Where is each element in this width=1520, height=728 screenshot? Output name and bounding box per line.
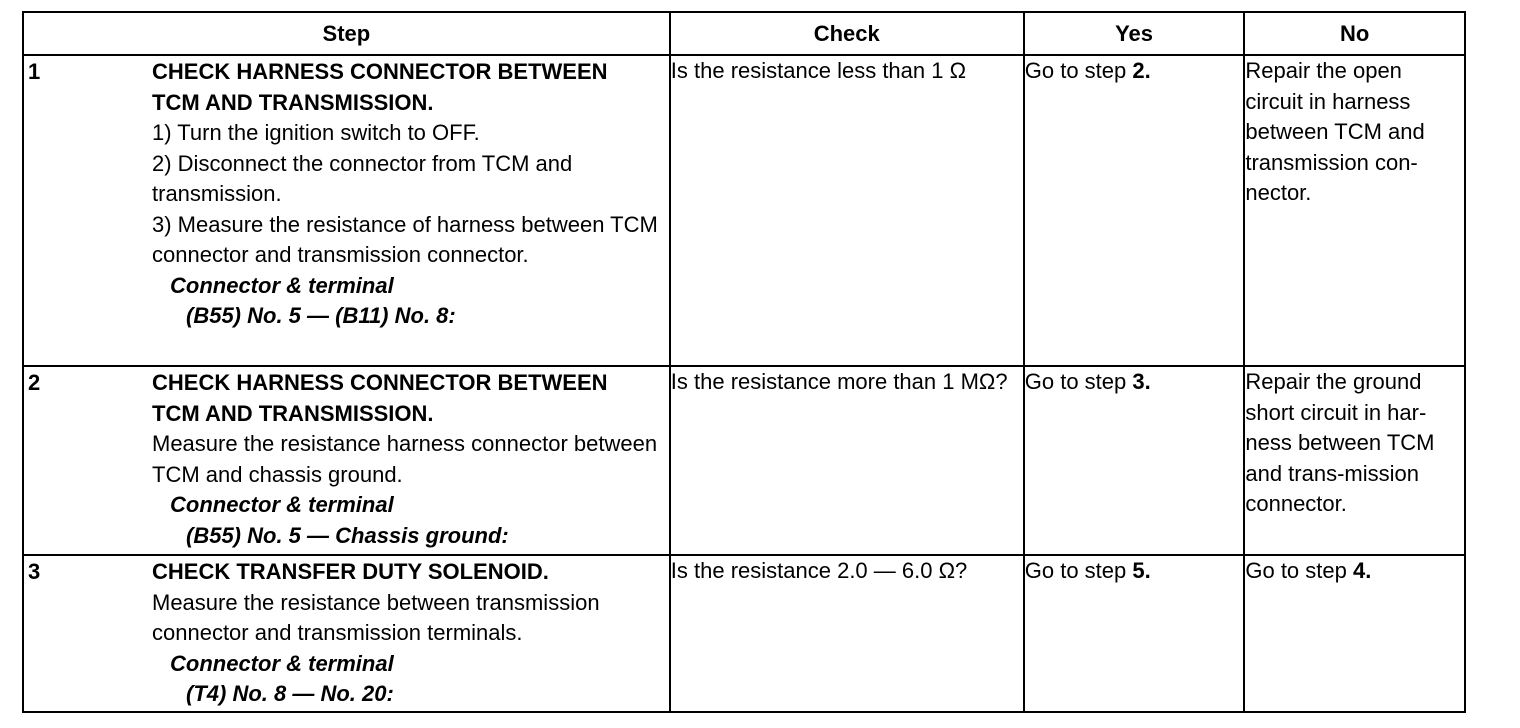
step-number: 2 (28, 370, 41, 395)
table-row (23, 55, 1465, 366)
connector-terminal-value: (T4) No. 8 — No. 20: (186, 681, 394, 706)
yes-cell: Go to step 2. (1024, 55, 1245, 366)
step-number: 1 (28, 59, 41, 84)
step-instruction: 1) Turn the ignition switch to OFF. (152, 120, 480, 145)
header-no: No (1244, 12, 1465, 55)
table-row (23, 366, 1465, 555)
step-title: CHECK HARNESS CONNECTOR BETWEEN TCM AND TRANSMISSION. (152, 370, 608, 426)
connector-terminal-label: Connector & terminal (170, 272, 394, 298)
header-step: Step (23, 12, 670, 55)
step-cell (23, 55, 670, 366)
header-yes: Yes (1024, 12, 1245, 55)
step-instruction: Measure the resistance between transmission connector and transmission terminals. (152, 589, 600, 645)
step-title: CHECK HARNESS CONNECTOR BETWEEN TCM AND TRANSMISSION. (152, 59, 608, 115)
step-cell (23, 555, 670, 712)
yes-cell: Go to step 5. (1024, 555, 1245, 712)
table-row (23, 555, 1465, 712)
no-cell: Go to step 4. (1244, 555, 1465, 712)
connector-terminal-value: (B55) No. 5 — (B11) No. 8: (186, 303, 456, 328)
connector-terminal-label: Connector & terminal (170, 650, 394, 676)
step-instruction: Measure the resistance harness connector between TCM and chassis ground. (152, 431, 658, 487)
step-instruction: 2) Disconnect the connector from TCM and transmission. (152, 150, 573, 206)
check-cell: Is the resistance more than 1 MΩ? (670, 366, 1024, 555)
connector-terminal-value: (B55) No. 5 — Chassis ground: (186, 522, 509, 548)
step-cell (23, 366, 670, 555)
step-title: CHECK TRANSFER DUTY SOLENOID. (152, 559, 549, 584)
header-row (23, 12, 1465, 55)
yes-cell: Go to step 3. (1024, 366, 1245, 555)
check-cell: Is the resistance less than 1 Ω (670, 55, 1024, 366)
step-instruction: 3) Measure the resistance of harness between TCM connector and transmission connector. (152, 211, 658, 267)
no-cell: Repair the open circuit in harness between TCM and transmission con-nector. (1244, 55, 1465, 366)
no-cell: Repair the ground short circuit in har-ness between TCM and trans-mission connector. (1244, 366, 1465, 555)
diagnostic-table (22, 11, 1466, 713)
check-cell: Is the resistance 2.0 — 6.0 Ω? (670, 555, 1024, 712)
connector-terminal-label: Connector & terminal (170, 492, 394, 517)
header-check: Check (670, 12, 1024, 55)
step-number: 3 (28, 559, 41, 584)
